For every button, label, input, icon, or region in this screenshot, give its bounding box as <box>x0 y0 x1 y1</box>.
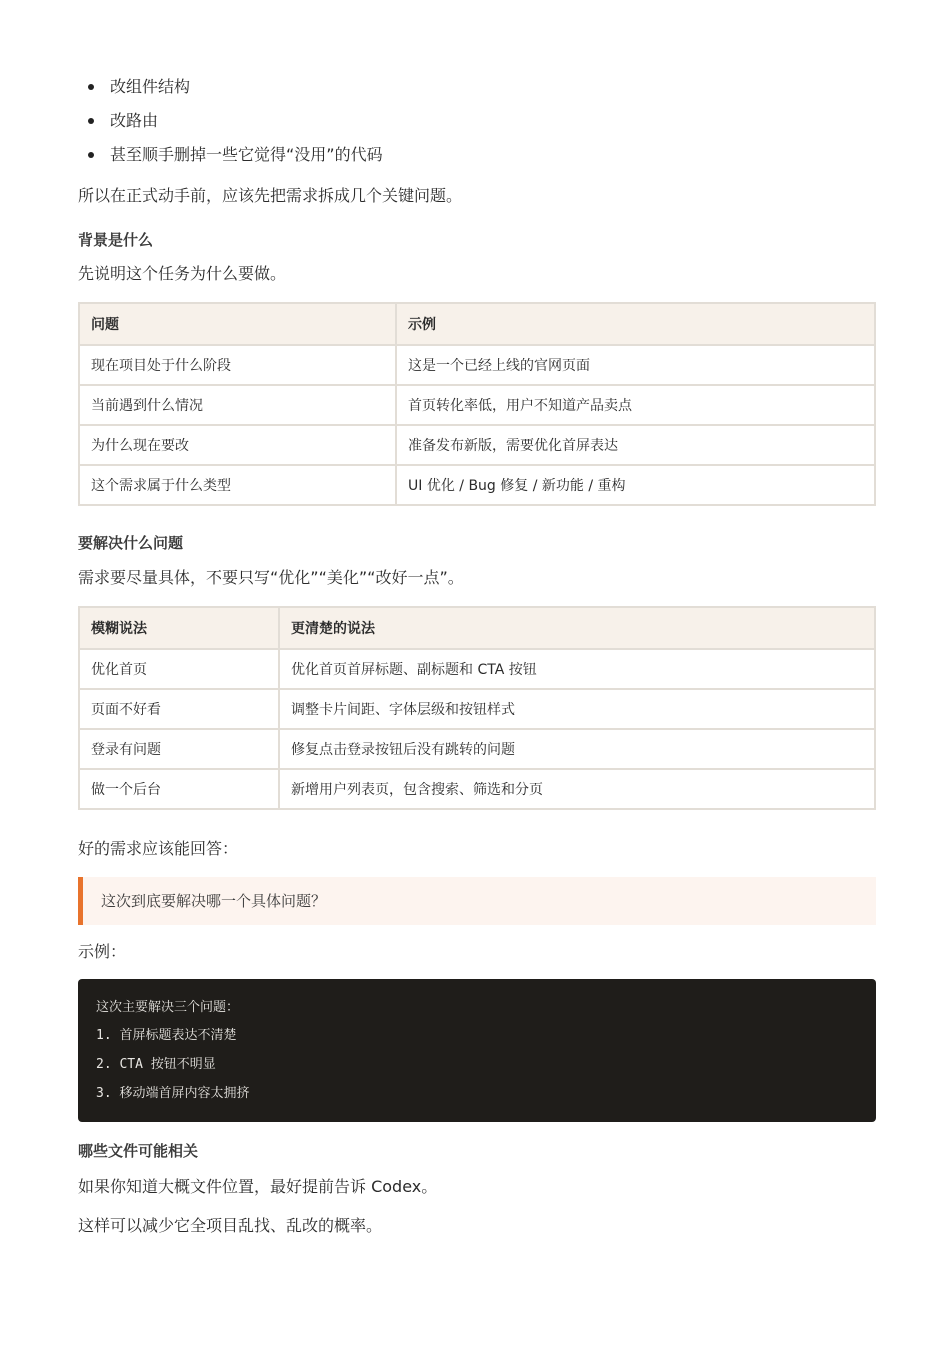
table-row <box>79 465 875 505</box>
table-header-cell: 示例 <box>396 303 875 345</box>
files-paragraph-2: 这样可以减少它全项目乱找、乱改的概率。 <box>78 1216 383 1235</box>
section-description-background: 先说明这个任务为什么要做。 <box>78 264 287 283</box>
table-cell: 准备发布新版，需要优化首屏表达 <box>396 425 875 465</box>
list-item: 改组件结构 <box>88 74 383 108</box>
table-cell: 调整卡片间距、字体层级和按钮样式 <box>279 689 875 729</box>
table-row <box>79 425 875 465</box>
callout-quote <box>78 877 876 925</box>
table-cell: 修复点击登录按钮后没有跳转的问题 <box>279 729 875 769</box>
table-header-row <box>79 303 875 345</box>
code-line: 3. 移动端首屏内容太拥挤 <box>96 1086 250 1101</box>
table-cell: 为什么现在要改 <box>79 425 396 465</box>
section-heading-problem: 要解决什么问题 <box>78 534 184 552</box>
table-cell: 优化首页首屏标题、副标题和 CTA 按钮 <box>279 649 875 689</box>
problem-table <box>78 606 876 810</box>
list-item: 改路由 <box>88 108 383 142</box>
files-paragraph-1: 如果你知道大概文件位置，最好提前告诉 Codex。 <box>78 1177 438 1196</box>
table-cell: 首页转化率低，用户不知道产品卖点 <box>396 385 875 425</box>
table-cell: 这个需求属于什么类型 <box>79 465 396 505</box>
code-line: 1. 首屏标题表达不清楚 <box>96 1028 237 1043</box>
list-item: 甚至顺手删掉一些它觉得“没用”的代码 <box>88 142 383 176</box>
table-header-row <box>79 607 875 649</box>
intro-paragraph: 所以在正式动手前，应该先把需求拆成几个关键问题。 <box>78 186 463 205</box>
bullet-dot-icon <box>88 84 94 90</box>
background-table <box>78 302 876 506</box>
table-cell: 页面不好看 <box>79 689 279 729</box>
section-heading-files: 哪些文件可能相关 <box>78 1142 199 1160</box>
section-description-problem: 需求要尽量具体，不要只写“优化”“美化”“改好一点”。 <box>78 568 464 587</box>
table-cell: 现在项目处于什么阶段 <box>79 345 396 385</box>
bullet-list <box>88 74 383 176</box>
code-line: 这次主要解决三个问题： <box>96 1000 240 1015</box>
table-row <box>79 729 875 769</box>
code-block <box>78 979 876 1122</box>
table-row <box>79 385 875 425</box>
table-cell: UI 优化 / Bug 修复 / 新功能 / 重构 <box>396 465 875 505</box>
table-header-cell: 模糊说法 <box>79 607 279 649</box>
callout-text: 这次到底要解决哪一个具体问题？ <box>101 892 327 910</box>
section-heading-background: 背景是什么 <box>78 231 154 249</box>
example-label: 示例： <box>78 942 127 961</box>
table-header-cell: 更清楚的说法 <box>279 607 875 649</box>
table-cell: 当前遇到什么情况 <box>79 385 396 425</box>
code-line: 2. CTA 按钮不明显 <box>96 1057 216 1072</box>
bullet-dot-icon <box>88 152 94 158</box>
table-row <box>79 345 875 385</box>
table-cell: 做一个后台 <box>79 769 279 809</box>
table-row <box>79 689 875 729</box>
table-row <box>79 769 875 809</box>
table-cell: 这是一个已经上线的官网页面 <box>396 345 875 385</box>
table-row <box>79 649 875 689</box>
table-cell: 优化首页 <box>79 649 279 689</box>
table-header-cell: 问题 <box>79 303 396 345</box>
table-cell: 登录有问题 <box>79 729 279 769</box>
answer-prompt: 好的需求应该能回答： <box>78 839 239 858</box>
table-cell: 新增用户列表页，包含搜索、筛选和分页 <box>279 769 875 809</box>
bullet-dot-icon <box>88 118 94 124</box>
